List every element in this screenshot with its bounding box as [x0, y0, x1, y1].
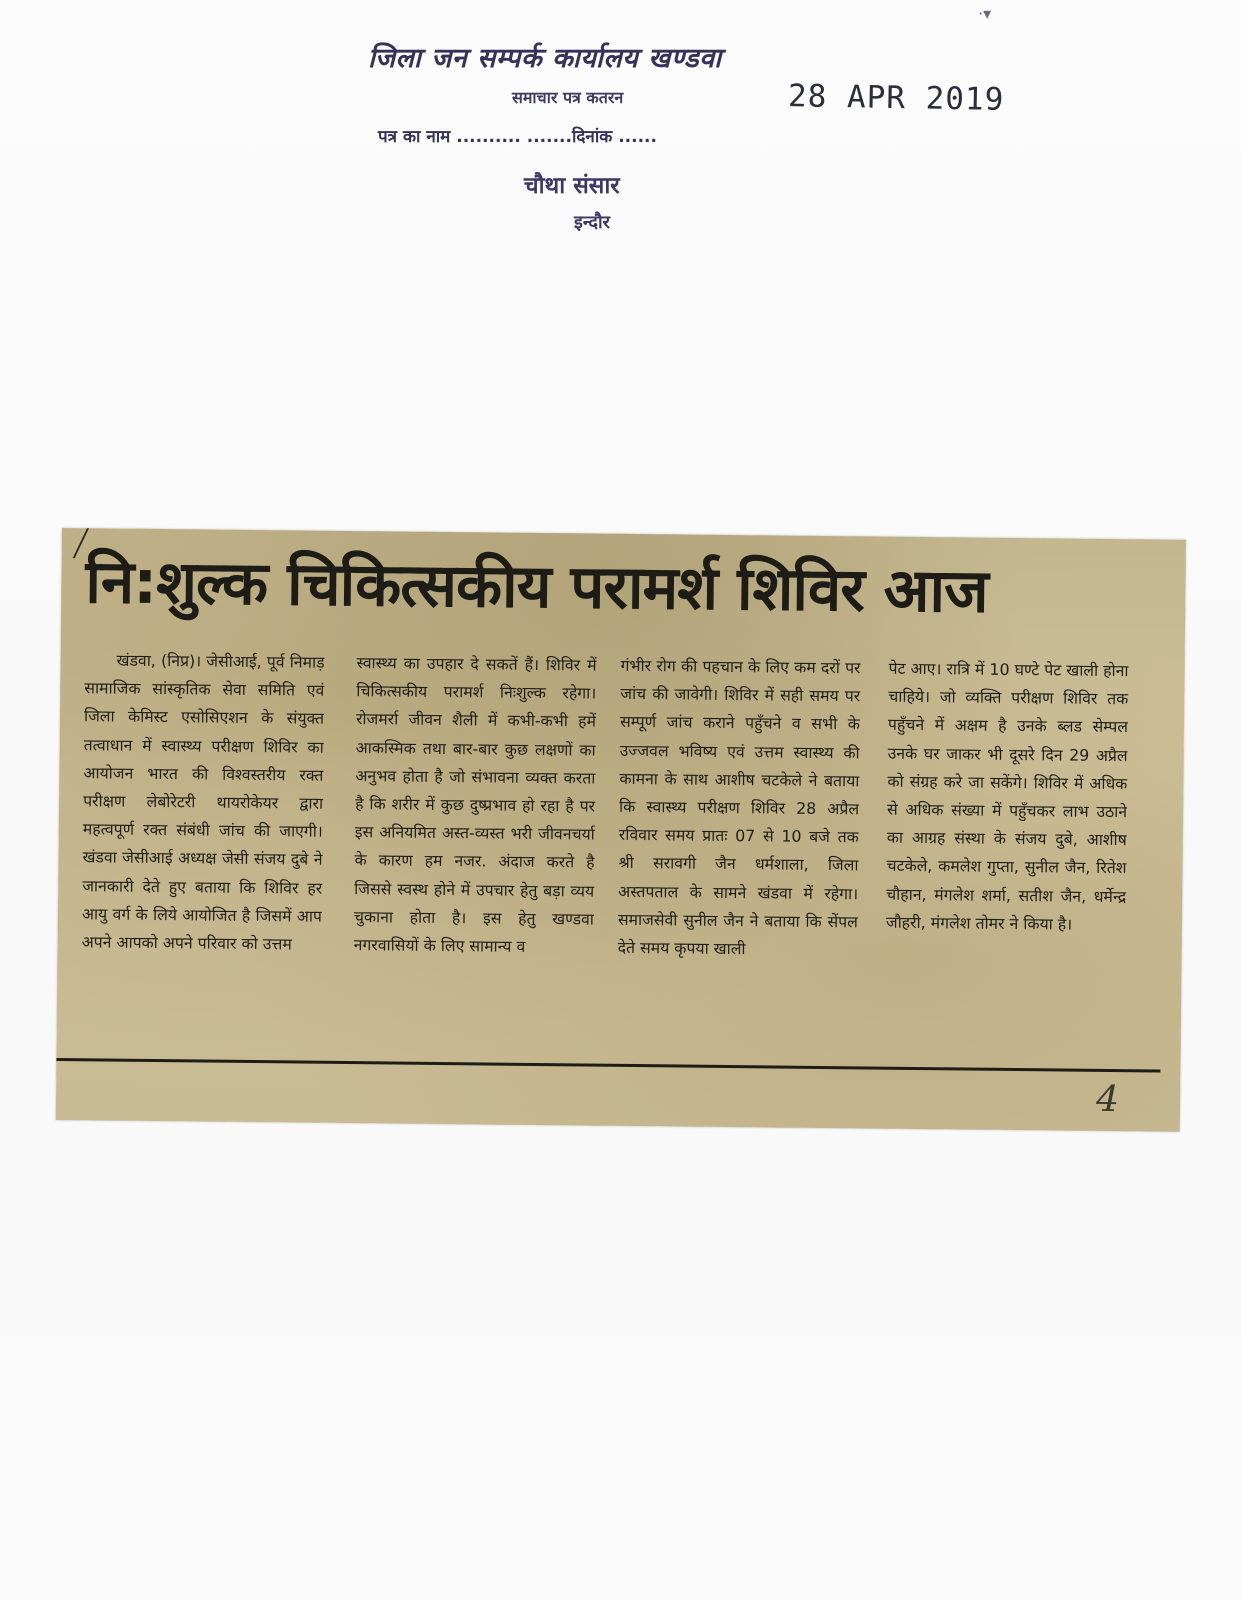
stamp-clipping-label: समाचार पत्र कतरन [512, 88, 624, 107]
stamp-newspaper-name: चौथा संसार [524, 173, 620, 199]
article-body [72, 646, 1166, 1077]
clipping-corner-mark [59, 528, 89, 558]
article-column-1: खंडवा, (निप्र)। जेसीआई, पूर्व निमाड़ सामाजिक सांस्कृतिक सेवा समिति एवं जिला केमिस्ट एसोसिएशन के संयुक्त तत्वाधान में स्वास्थ्य परीक्षण शिविर का आयोजन भारत की विश्वस्तरीय रक्त परीक्षण लेबोरेटरी थायरोकेयर द्वारा महत्वपूर्ण रक्त संबंधी जांच की जाएगी। खंडवा जेसीआई अध्यक्ष जेसी संजय दुबे ने जानकारी देते हुए बताया कि शिविर हर आयु वर्ग के लिये आयोजित है जिसमें आप अपने आपको अपने परिवार को उत्तम [81, 650, 325, 954]
article-column-4: पेट आए। रात्रि में 10 घण्टे पेट खाली होना चाहिये। जो व्यक्ति परीक्षण शिविर तक पहुँचने में अक्षम है उनके ब्लड सेम्पल उनके घर जाकर भी दूसरे दिन 29 अप्रैल को संग्रह करे जा सकेंगे। शिविर में अधिक से अधिक संख्या में पहुँचकर लाभ उठाने का आग्रह संस्था के संजय दुबे, आशीष चटकेले, कमलेश गुप्ता, सुनील जैन, रितेश चौहान, मंगलेश शर्मा, सतीश जैन, धर्मेन्द्र जौहरी, मंगलेश तोमर ने किया है। [885, 658, 1129, 934]
newspaper-clipping [56, 528, 1186, 1132]
stamp-office-name: जिला जन सम्पर्क कार्यालय खण्डवा [368, 43, 722, 74]
article-column-2: स्वास्थ्य का उपहार दे सकतें हैं। शिविर में चिकित्सकीय परामर्श निःशुल्क रहेगा। रोजमर्रा जीवन शैली में कभी-कभी हमें आकस्मिक तथा बार-बार कुछ लक्षणों का अनुभव होता है जो संभावना व्यक्त करता है कि शरीर में कुछ दुष्प्रभाव हो रहा है पर इस अनियमित अस्त-व्यस्त भरी जीवनचर्या के कारण हम नजर. अंदाज करते है जिससे स्वस्थ होने में उपचार हेतु बड़ा व्यय चुकाना होता है। इस हेतु खण्डवा नगरवासियों के लिए सामान्य व [353, 653, 597, 956]
stamp-fields-line: पत्र का नाम .......... .......दिनांक ...... [378, 127, 657, 147]
stamp-date: 28 APR 2019 [787, 78, 1005, 118]
handwritten-mark: 4 [1095, 1078, 1120, 1121]
stamp-city: इन्दौर [574, 212, 610, 233]
corner-speck: ·▾ [978, 4, 992, 23]
article-headline: नि:शुल्क चिकित्सकीय परामर्श शिविर आज [85, 547, 988, 627]
article-column-3: गंभीर रोग की पहचान के लिए कम दरों पर जांच की जावेगी। शिविर में सही समय पर सम्पूर्ण जांच कराने पहुँचने व सभी के उज्जवल भविष्य एवं उत्तम स्वास्थ्य की कामना के साथ आशीष चटकेले ने बताया कि स्वास्थ्य परीक्षण शिविर 28 अप्रैल रविवार समय प्रातः 07 से 10 बजे तक श्री सरावगी जैन धर्मशाला, जिला अस्तपताल के सामने खंडवा में रहेगा। समाजसेवी सुनील जैन ने बताया कि सेंपल देते समय कृपया खाली [617, 655, 861, 959]
